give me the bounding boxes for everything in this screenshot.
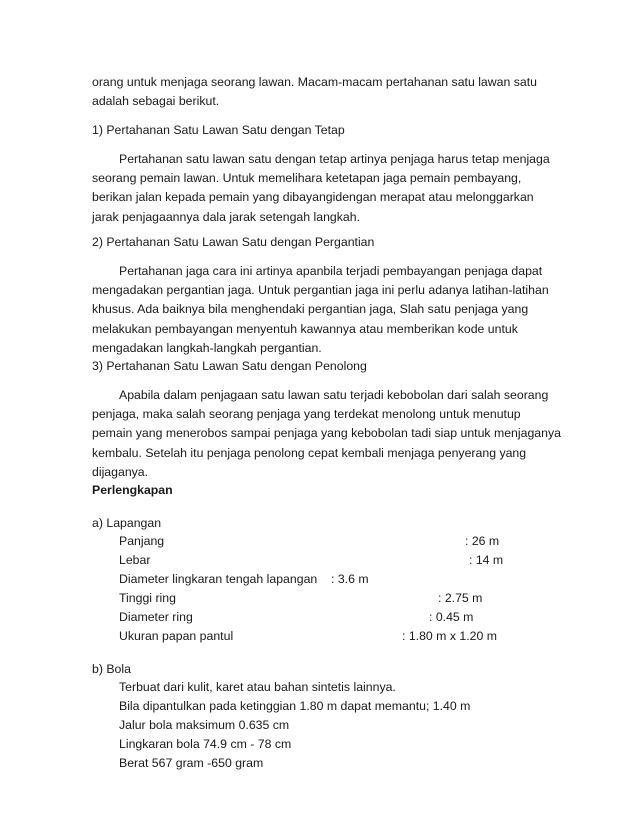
bola-item: Bila dipantulkan pada ketinggian 1.80 m dapat memantu; 1.40 m xyxy=(119,699,471,713)
spec-value-papan-pantul: : 1.80 m x 1.20 m xyxy=(402,629,498,643)
equipment-title: Perlengkapan xyxy=(92,483,173,497)
section-2-heading: 2) Pertahanan Satu Lawan Satu dengan Pergantian xyxy=(92,235,375,249)
section-3-heading: 3) Pertahanan Satu Lawan Satu dengan Penolong xyxy=(92,359,367,373)
section-1-heading: 1) Pertahanan Satu Lawan Satu dengan Tetap xyxy=(92,123,345,137)
spec-value-panjang: : 26 m xyxy=(465,534,500,548)
bola-item: Lingkaran bola 74.9 cm - 78 cm xyxy=(119,737,292,751)
bola-label: b) Bola xyxy=(92,662,131,676)
lapangan-label: a) Lapangan xyxy=(92,516,162,530)
spec-value-diameter-lingkaran: : 3.6 m xyxy=(331,572,369,586)
bola-item: Berat 567 gram -650 gram xyxy=(119,756,264,770)
section-3-body: Apabila dalam penjagaan satu lawan satu terjadi kebobolan dari salah seorang penjaga, maka salah seorang penjaga yang terdekat menolong untuk menutup pemain yang menerobos sampai penjaga yang kebobolan tadi siap untuk menjaganya kembalu. Setelah itu penjaga penolong cepat kembali menjaga penyerang yang dijaganya. xyxy=(92,388,561,479)
spec-value-lebar: : 14 m xyxy=(469,553,504,567)
spec-name-tinggi-ring: Tinggi ring xyxy=(119,591,176,605)
spec-name-papan-pantul: Ukuran papan pantul xyxy=(119,629,234,643)
spec-name-panjang: Panjang xyxy=(119,534,165,548)
intro-paragraph: orang untuk menjaga seorang lawan. Macam-macam pertahanan satu lawan satu adalah sebagai berikut. xyxy=(92,75,537,109)
spec-name-diameter-lingkaran: Diameter lingkaran tengah lapangan xyxy=(119,572,318,586)
spec-name-lebar: Lebar xyxy=(119,553,151,567)
spec-value-tinggi-ring: : 2.75 m xyxy=(438,591,483,605)
bola-item: Terbuat dari kulit, karet atau bahan sintetis lainnya. xyxy=(119,680,396,694)
spec-name-diameter-ring: Diameter ring xyxy=(119,610,193,624)
section-2-body: Pertahanan jaga cara ini artinya apanbila terjadi pembayangan penjaga dapat mengadakan pergantian jaga. Untuk pergantian jaga ini perlu adanya latihan-latihan khusus. Ada baiknya bila menghendaki pergantian jaga, Slah satu penjaga yang melakukan pembayangan menyentuh kawannya atau memberikan kode untuk mengadakan langkah-langkah pergantian. xyxy=(92,264,549,355)
bola-item: Jalur bola maksimum 0.635 cm xyxy=(119,718,290,732)
spec-value-diameter-ring: : 0.45 m xyxy=(429,610,474,624)
section-1-body: Pertahanan satu lawan satu dengan tetap artinya penjaga harus tetap menjaga seorang pemain lawan. Untuk memelihara ketetapan jaga pemain pembayang, berikan jalan kepada pemain yang dibayangidengan merapat atau melonggarkan jarak penjagaannya dala jarak setengah langkah. xyxy=(92,152,550,224)
